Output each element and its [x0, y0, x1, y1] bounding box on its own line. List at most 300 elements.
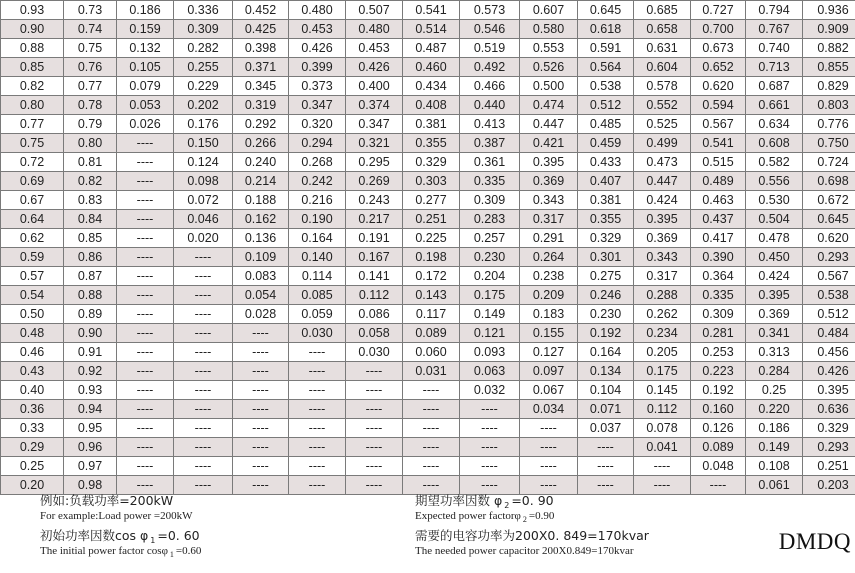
- table-cell: ----: [403, 438, 460, 457]
- table-cell: 0.698: [803, 172, 855, 191]
- table-cell: 0.063: [460, 362, 520, 381]
- table-body: [1, 1, 855, 495]
- table-cell: 0.395: [520, 153, 578, 172]
- table-cell: 0.440: [460, 96, 520, 115]
- table-cell: 0.59: [1, 248, 64, 267]
- table-cell: ----: [174, 248, 233, 267]
- table-cell: 0.64: [1, 210, 64, 229]
- table-cell: ----: [174, 476, 233, 495]
- table-cell: 0.294: [289, 134, 346, 153]
- initial-zh-value: =0. 60: [157, 528, 200, 543]
- table-cell: 0.447: [634, 172, 691, 191]
- table-cell: 0.071: [578, 400, 634, 419]
- table-cell: 0.750: [803, 134, 855, 153]
- table-row: [1, 191, 855, 210]
- table-cell: 0.209: [520, 286, 578, 305]
- table-cell: 0.127: [520, 343, 578, 362]
- table-cell: 0.089: [691, 438, 746, 457]
- table-cell: 0.713: [746, 58, 803, 77]
- table-cell: 0.149: [746, 438, 803, 457]
- table-cell: 0.466: [460, 77, 520, 96]
- table-cell: 0.564: [578, 58, 634, 77]
- table-cell: 0.240: [233, 153, 289, 172]
- table-cell: 0.489: [691, 172, 746, 191]
- table-cell: 0.724: [803, 153, 855, 172]
- table-cell: 0.072: [174, 191, 233, 210]
- table-cell: 0.230: [460, 248, 520, 267]
- table-row: [1, 58, 855, 77]
- table-cell: 0.032: [460, 381, 520, 400]
- table-cell: 0.829: [803, 77, 855, 96]
- table-cell: 0.652: [691, 58, 746, 77]
- table-cell: 0.192: [691, 381, 746, 400]
- table-cell: 0.661: [746, 96, 803, 115]
- table-cell: 0.355: [403, 134, 460, 153]
- table-cell: 0.253: [691, 343, 746, 362]
- table-cell: 0.90: [64, 324, 117, 343]
- table-cell: 0.91: [64, 343, 117, 362]
- table-cell: ----: [460, 419, 520, 438]
- table-cell: 0.552: [634, 96, 691, 115]
- table-cell: 0.203: [803, 476, 855, 495]
- table-cell: 0.083: [233, 267, 289, 286]
- table-cell: ----: [117, 153, 174, 172]
- table-cell: 0.727: [691, 1, 746, 20]
- table-cell: 0.387: [460, 134, 520, 153]
- table-cell: 0.672: [803, 191, 855, 210]
- table-cell: 0.164: [578, 343, 634, 362]
- table-cell: 0.282: [174, 39, 233, 58]
- table-cell: ----: [117, 438, 174, 457]
- table-cell: ----: [117, 343, 174, 362]
- table-cell: 0.515: [691, 153, 746, 172]
- table-cell: 0.054: [233, 286, 289, 305]
- table-cell: 0.053: [117, 96, 174, 115]
- table-cell: 0.335: [460, 172, 520, 191]
- table-cell: 0.631: [634, 39, 691, 58]
- table-cell: 0.216: [289, 191, 346, 210]
- table-cell: ----: [233, 457, 289, 476]
- table-cell: ----: [233, 343, 289, 362]
- initial-zh-label: 初始功率因数cos φ: [40, 528, 149, 543]
- table-cell: 0.347: [346, 115, 403, 134]
- table-cell: 0.223: [691, 362, 746, 381]
- table-cell: 0.251: [803, 457, 855, 476]
- table-cell: ----: [346, 457, 403, 476]
- table-cell: ----: [174, 419, 233, 438]
- table-cell: 0.794: [746, 1, 803, 20]
- table-cell: ----: [174, 286, 233, 305]
- table-cell: 0.538: [803, 286, 855, 305]
- table-cell: ----: [174, 305, 233, 324]
- brand-logo: DMDQ: [778, 529, 851, 554]
- table-cell: 0.186: [117, 1, 174, 20]
- table-cell: ----: [174, 457, 233, 476]
- table-cell: 0.205: [634, 343, 691, 362]
- table-cell: 0.74: [64, 20, 117, 39]
- table-cell: ----: [233, 419, 289, 438]
- table-cell: 0.335: [691, 286, 746, 305]
- table-cell: ----: [289, 419, 346, 438]
- table-row: [1, 419, 855, 438]
- table-cell: 0.264: [520, 248, 578, 267]
- table-cell: 0.57: [1, 267, 64, 286]
- table-cell: 0.149: [460, 305, 520, 324]
- table-cell: 0.538: [578, 77, 634, 96]
- table-cell: 0.578: [634, 77, 691, 96]
- table-cell: ----: [460, 476, 520, 495]
- table-cell: 0.390: [691, 248, 746, 267]
- table-cell: 0.413: [460, 115, 520, 134]
- table-cell: 0.293: [803, 248, 855, 267]
- table-cell: ----: [117, 305, 174, 324]
- table-cell: 0.369: [746, 305, 803, 324]
- table-cell: 0.079: [117, 77, 174, 96]
- expected-en-value: =0.90: [528, 510, 555, 522]
- table-cell: 0.105: [117, 58, 174, 77]
- table-cell: 0.803: [803, 96, 855, 115]
- table-cell: 0.447: [520, 115, 578, 134]
- table-cell: 0.687: [746, 77, 803, 96]
- expected-en-subscript: 2: [522, 515, 527, 524]
- table-cell: 0.86: [64, 248, 117, 267]
- table-cell: 0.408: [403, 96, 460, 115]
- table-cell: 0.556: [746, 172, 803, 191]
- table-cell: 0.507: [346, 1, 403, 20]
- table-cell: 0.36: [1, 400, 64, 419]
- table-cell: 0.309: [460, 191, 520, 210]
- table-cell: 0.567: [803, 267, 855, 286]
- table-cell: 0.98: [64, 476, 117, 495]
- table-row: [1, 381, 855, 400]
- table-cell: ----: [174, 324, 233, 343]
- table-cell: 0.341: [746, 324, 803, 343]
- table-cell: 0.292: [233, 115, 289, 134]
- table-cell: ----: [289, 381, 346, 400]
- table-cell: 0.269: [346, 172, 403, 191]
- table-cell: ----: [289, 400, 346, 419]
- table-cell: 0.92: [64, 362, 117, 381]
- table-cell: ----: [460, 400, 520, 419]
- table-cell: 0.108: [746, 457, 803, 476]
- table-row: [1, 457, 855, 476]
- table-cell: 0.636: [803, 400, 855, 419]
- initial-en-subscript: 1: [169, 550, 174, 559]
- table-cell: 0.604: [634, 58, 691, 77]
- capacitor-power-en: The needed power capacitor 200X0.849=170kvar: [415, 545, 634, 557]
- table-cell: ----: [117, 286, 174, 305]
- table-cell: 0.309: [174, 20, 233, 39]
- table-cell: 0.73: [64, 1, 117, 20]
- table-cell: 0.295: [346, 153, 403, 172]
- table-cell: 0.190: [289, 210, 346, 229]
- table-cell: 0.83: [64, 191, 117, 210]
- table-cell: 0.480: [346, 20, 403, 39]
- table-row: [1, 153, 855, 172]
- table-cell: 0.381: [403, 115, 460, 134]
- table-cell: 0.553: [520, 39, 578, 58]
- table-cell: 0.373: [289, 77, 346, 96]
- table-cell: ----: [403, 476, 460, 495]
- table-cell: ----: [233, 324, 289, 343]
- table-cell: ----: [117, 267, 174, 286]
- table-cell: 0.426: [289, 39, 346, 58]
- table-cell: 0.058: [346, 324, 403, 343]
- table-cell: ----: [289, 457, 346, 476]
- table-cell: ----: [403, 457, 460, 476]
- table-cell: 0.618: [578, 20, 634, 39]
- capacitor-power-zh: 需要的电容功率为200X0. 849=170kvar: [415, 528, 649, 543]
- table-cell: 0.329: [803, 419, 855, 438]
- table-cell: 0.97: [64, 457, 117, 476]
- table-cell: ----: [117, 229, 174, 248]
- table-cell: 0.776: [803, 115, 855, 134]
- table-cell: 0.855: [803, 58, 855, 77]
- table-cell: 0.685: [634, 1, 691, 20]
- table-cell: ----: [346, 419, 403, 438]
- table-cell: 0.487: [403, 39, 460, 58]
- table-cell: ----: [289, 476, 346, 495]
- table-cell: 0.84: [64, 210, 117, 229]
- table-cell: 0.167: [346, 248, 403, 267]
- table-cell: 0.75: [1, 134, 64, 153]
- table-cell: 0.041: [634, 438, 691, 457]
- table-cell: 0.79: [64, 115, 117, 134]
- table-cell: 0.95: [64, 419, 117, 438]
- table-cell: ----: [117, 172, 174, 191]
- table-cell: 0.225: [403, 229, 460, 248]
- table-cell: ----: [346, 381, 403, 400]
- table-cell: 0.453: [289, 20, 346, 39]
- table-cell: 0.317: [520, 210, 578, 229]
- table-cell: ----: [117, 400, 174, 419]
- table-cell: 0.473: [634, 153, 691, 172]
- table-cell: 0.90: [1, 20, 64, 39]
- table-cell: 0.242: [289, 172, 346, 191]
- table-cell: 0.275: [578, 267, 634, 286]
- table-cell: 0.96: [64, 438, 117, 457]
- table-cell: ----: [117, 457, 174, 476]
- table-cell: 0.463: [691, 191, 746, 210]
- table-cell: 0.580: [520, 20, 578, 39]
- table-cell: 0.031: [403, 362, 460, 381]
- table-cell: 0.061: [746, 476, 803, 495]
- table-cell: 0.160: [691, 400, 746, 419]
- table-cell: 0.136: [233, 229, 289, 248]
- table-cell: 0.046: [174, 210, 233, 229]
- table-cell: 0.54: [1, 286, 64, 305]
- table-cell: 0.504: [746, 210, 803, 229]
- table-cell: 0.882: [803, 39, 855, 58]
- table-cell: 0.283: [460, 210, 520, 229]
- table-cell: 0.198: [403, 248, 460, 267]
- table-row: [1, 362, 855, 381]
- table-cell: 0.321: [346, 134, 403, 153]
- table-cell: 0.313: [746, 343, 803, 362]
- example-load-power-zh: 例如:负载功率=200kW: [40, 493, 174, 508]
- table-cell: 0.25: [746, 381, 803, 400]
- table-cell: 0.097: [520, 362, 578, 381]
- table-cell: 0.407: [578, 172, 634, 191]
- table-cell: 0.112: [346, 286, 403, 305]
- table-cell: 0.541: [691, 134, 746, 153]
- table-cell: ----: [117, 324, 174, 343]
- table-row: [1, 305, 855, 324]
- table-cell: 0.485: [578, 115, 634, 134]
- table-cell: 0.164: [289, 229, 346, 248]
- table-cell: 0.255: [174, 58, 233, 77]
- table-cell: 0.460: [403, 58, 460, 77]
- table-cell: 0.109: [233, 248, 289, 267]
- table-row: [1, 134, 855, 153]
- table-cell: ----: [117, 134, 174, 153]
- table-cell: 0.030: [289, 324, 346, 343]
- table-cell: 0.030: [346, 343, 403, 362]
- table-cell: 0.76: [64, 58, 117, 77]
- table-cell: ----: [174, 267, 233, 286]
- table-row: [1, 324, 855, 343]
- table-cell: ----: [460, 438, 520, 457]
- table-cell: 0.098: [174, 172, 233, 191]
- table-cell: 0.67: [1, 191, 64, 210]
- table-cell: 0.121: [460, 324, 520, 343]
- table-cell: 0.202: [174, 96, 233, 115]
- table-cell: 0.25: [1, 457, 64, 476]
- table-cell: 0.450: [746, 248, 803, 267]
- table-cell: 0.43: [1, 362, 64, 381]
- initial-zh-subscript: 1: [150, 536, 156, 545]
- example-load-power-en: For example:Load power =200kW: [40, 510, 193, 522]
- table-cell: ----: [289, 438, 346, 457]
- table-cell: 0.257: [460, 229, 520, 248]
- table-cell: 0.140: [289, 248, 346, 267]
- table-cell: 0.301: [578, 248, 634, 267]
- table-cell: 0.80: [1, 96, 64, 115]
- table-cell: 0.238: [520, 267, 578, 286]
- table-cell: 0.500: [520, 77, 578, 96]
- table-cell: 0.89: [64, 305, 117, 324]
- table-cell: 0.399: [289, 58, 346, 77]
- table-cell: 0.87: [64, 267, 117, 286]
- table-cell: ----: [174, 343, 233, 362]
- table-cell: ----: [634, 457, 691, 476]
- table-cell: ----: [233, 362, 289, 381]
- table-cell: 0.186: [746, 419, 803, 438]
- table-row: [1, 248, 855, 267]
- table-row: [1, 229, 855, 248]
- table-cell: 0.034: [520, 400, 578, 419]
- table-cell: 0.474: [520, 96, 578, 115]
- table-cell: 0.329: [578, 229, 634, 248]
- table-cell: 0.77: [1, 115, 64, 134]
- table-row: [1, 286, 855, 305]
- table-cell: 0.345: [233, 77, 289, 96]
- table-cell: 0.33: [1, 419, 64, 438]
- table-cell: 0.82: [1, 77, 64, 96]
- table-cell: 0.317: [634, 267, 691, 286]
- table-cell: 0.421: [520, 134, 578, 153]
- table-cell: 0.93: [64, 381, 117, 400]
- table-cell: 0.089: [403, 324, 460, 343]
- table-cell: ----: [289, 362, 346, 381]
- table-cell: 0.591: [578, 39, 634, 58]
- table-cell: 0.086: [346, 305, 403, 324]
- table-cell: 0.246: [578, 286, 634, 305]
- table-cell: 0.175: [460, 286, 520, 305]
- table-cell: 0.645: [803, 210, 855, 229]
- table-cell: 0.230: [578, 305, 634, 324]
- table-cell: 0.546: [460, 20, 520, 39]
- table-cell: 0.582: [746, 153, 803, 172]
- table-cell: ----: [346, 438, 403, 457]
- expected-zh-label: 期望功率因数 φ: [415, 493, 503, 508]
- table-cell: 0.141: [346, 267, 403, 286]
- table-cell: ----: [233, 400, 289, 419]
- table-cell: 0.361: [460, 153, 520, 172]
- table-cell: 0.453: [346, 39, 403, 58]
- table-cell: 0.658: [634, 20, 691, 39]
- table-row: [1, 77, 855, 96]
- table-cell: 0.060: [403, 343, 460, 362]
- table-cell: 0.525: [634, 115, 691, 134]
- table-cell: ----: [117, 191, 174, 210]
- table-cell: 0.159: [117, 20, 174, 39]
- table-cell: 0.268: [289, 153, 346, 172]
- table-cell: ----: [117, 381, 174, 400]
- table-cell: 0.20: [1, 476, 64, 495]
- table-cell: 0.541: [403, 1, 460, 20]
- table-cell: 0.020: [174, 229, 233, 248]
- table-cell: ----: [460, 457, 520, 476]
- table-cell: 0.81: [64, 153, 117, 172]
- table-cell: 0.371: [233, 58, 289, 77]
- table-row: [1, 343, 855, 362]
- table-cell: 0.343: [520, 191, 578, 210]
- table-cell: ----: [520, 438, 578, 457]
- table-cell: 0.114: [289, 267, 346, 286]
- table-cell: 0.150: [174, 134, 233, 153]
- table-cell: 0.75: [64, 39, 117, 58]
- table-cell: 0.88: [64, 286, 117, 305]
- table-cell: 0.85: [1, 58, 64, 77]
- table-cell: 0.281: [691, 324, 746, 343]
- table-cell: 0.620: [691, 77, 746, 96]
- table-cell: 0.620: [803, 229, 855, 248]
- table-cell: 0.673: [691, 39, 746, 58]
- table-cell: 0.78: [64, 96, 117, 115]
- table-row: [1, 172, 855, 191]
- table-cell: ----: [403, 400, 460, 419]
- table-cell: 0.192: [578, 324, 634, 343]
- table-cell: 0.037: [578, 419, 634, 438]
- table-cell: 0.319: [233, 96, 289, 115]
- table-cell: 0.369: [520, 172, 578, 191]
- table-cell: 0.400: [346, 77, 403, 96]
- table-cell: 0.104: [578, 381, 634, 400]
- table-row: [1, 267, 855, 286]
- table-cell: 0.381: [578, 191, 634, 210]
- table-cell: 0.191: [346, 229, 403, 248]
- table-cell: 0.293: [803, 438, 855, 457]
- table-cell: 0.291: [520, 229, 578, 248]
- table-cell: 0.048: [691, 457, 746, 476]
- table-cell: 0.909: [803, 20, 855, 39]
- table-cell: 0.492: [460, 58, 520, 77]
- table-cell: 0.594: [691, 96, 746, 115]
- table-cell: 0.452: [233, 1, 289, 20]
- table-cell: 0.434: [403, 77, 460, 96]
- expected-power-factor-zh: [415, 491, 554, 510]
